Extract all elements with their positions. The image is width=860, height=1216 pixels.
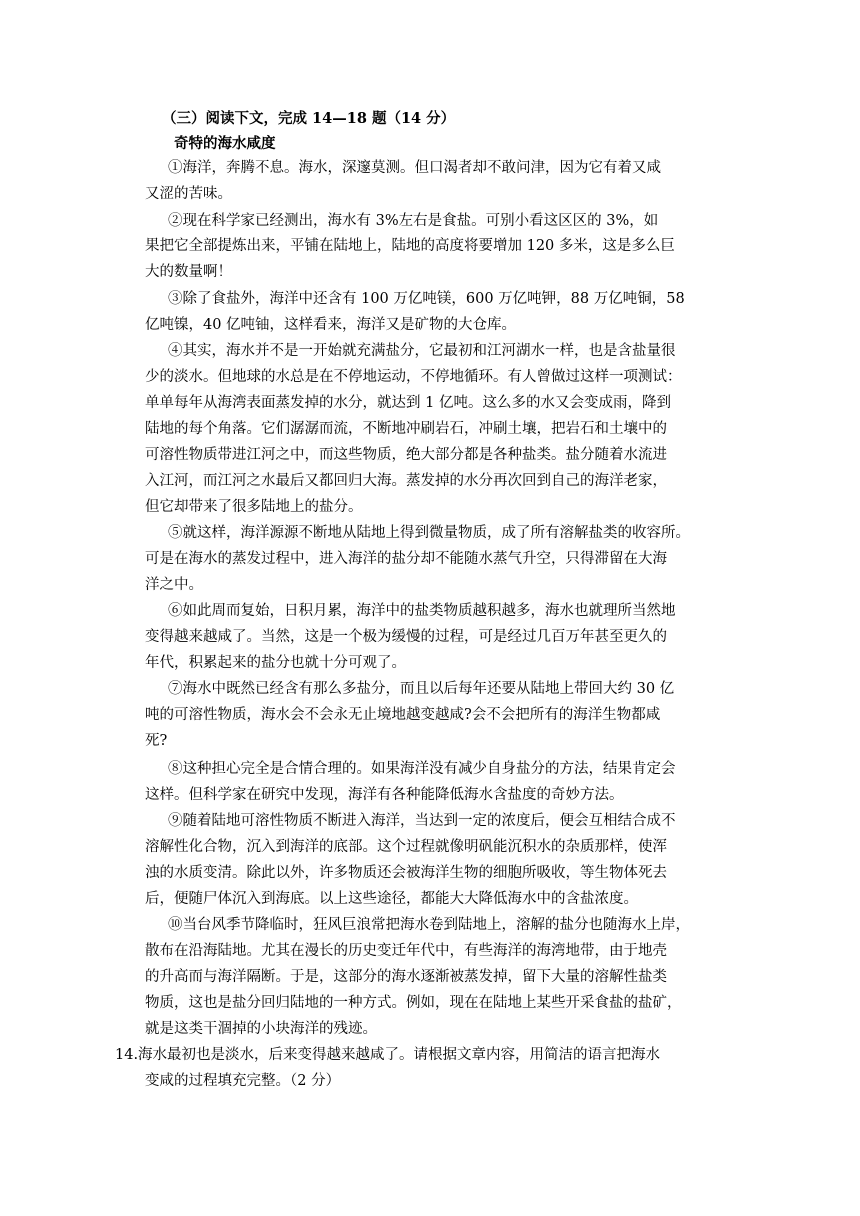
paragraph-9-line-2: 溶解性化合物，沉入到海洋的底部。这个过程就像明矾能沉积水的杂质那样，使浑 (145, 839, 667, 855)
paragraph-4-line-4: 陆地的每个角落。它们潺潺而流，不断地冲刷岩石，冲刷土壤，把岩石和土壤中的 (145, 421, 667, 437)
paragraph-2-line-1: ②现在科学家已经测出，海水有 3%左右是食盐。可别小看这区区的 3%，如 (168, 213, 659, 229)
paragraph-10-line-1: ⑩当台风季节降临时，狂风巨浪常把海水卷到陆地上，溶解的盐分也随海水上岸， (168, 917, 690, 933)
paragraph-4-line-7: 但它却带来了很多陆地上的盐分。 (145, 499, 363, 515)
paragraph-5-line-3: 洋之中。 (145, 577, 203, 593)
paragraph-9-line-1: ⑨随着陆地可溶性物质不断进入海洋，当达到一定的浓度后，便会互相结合成不 (168, 813, 676, 829)
paragraph-1-line-2: 又涩的苦味。 (145, 186, 232, 202)
paragraph-7-line-2: 吨的可溶性物质，海水会不会永无止境地越变越咸?会不会把所有的海洋生物都咸 (145, 707, 661, 723)
paragraph-5-line-1: ⑤就这样，海洋源源不断地从陆地上得到微量物质，成了所有溶解盐类的收容所。 (168, 525, 690, 541)
paragraph-7-line-1: ⑦海水中既然已经含有那么多盐分，而且以后每年还要从陆地上带回大约 30 亿 (168, 681, 675, 697)
paragraph-6-line-3: 年代，积累起来的盐分也就十分可观了。 (145, 655, 406, 671)
paragraph-10-line-3: 的升高而与海洋隔断。于是，这部分的海水逐渐被蒸发掉，留下大量的溶解性盐类 (145, 969, 667, 985)
paragraph-6-line-2: 变得越来越咸了。当然，这是一个极为缓慢的过程，可是经过几百万年甚至更久的 (145, 629, 667, 645)
paragraph-4-line-1: ④其实，海水并不是一开始就充满盐分，它最初和江河湖水一样，也是含盐量很 (168, 343, 676, 359)
paragraph-3-line-2: 亿吨镍，40 亿吨铀，这样看来，海洋又是矿物的大仓库。 (145, 317, 517, 333)
paragraph-2-line-3: 大的数量啊！ (145, 264, 232, 280)
section-header: （三）阅读下文，完成 14—18 题（14 分） (162, 110, 456, 127)
paragraph-10-line-4: 物质，这也是盐分回归陆地的一种方式。例如，现在在陆地上某些开采食盐的盐矿， (145, 995, 682, 1011)
paragraph-10-line-5: 就是这类干涸掉的小块海洋的残迹。 (145, 1021, 377, 1037)
paragraph-5-line-2: 可是在海水的蒸发过程中，进入海洋的盐分却不能随水蒸气升空，只得滞留在大海 (145, 551, 667, 567)
paragraph-9-line-4: 后，便随尸体沉入到海底。以上这些途径，都能大大降低海水中的含盐浓度。 (145, 891, 638, 907)
paragraph-6-line-1: ⑥如此周而复始，日积月累，海洋中的盐类物质越积越多，海水也就理所当然地 (168, 603, 676, 619)
paragraph-9-line-3: 浊的水质变清。除此以外，许多物质还会被海洋生物的细胞所吸收，等生物体死去 (145, 865, 667, 881)
article-title: 奇特的海水咸度 (174, 135, 276, 152)
question-14-line-1: 14.海水最初也是淡水，后来变得越来越咸了。请根据文章内容，用简洁的语言把海水 (115, 1047, 661, 1063)
question-14-line-2: 变咸的过程填充完整。（2 分） (145, 1073, 341, 1089)
paragraph-1-line-1: ①海洋，奔腾不息。海水，深邃莫测。但口渴者却不敢问津，因为它有着又咸 (168, 160, 661, 176)
paragraph-4-line-2: 少的淡水。但地球的水总是在不停地运动，不停地循环。有人曾做过这样一项测试： (145, 369, 682, 385)
paragraph-4-line-5: 可溶性物质带进江河之中，而这些物质，绝大部分都是各种盐类。盐分随着水流进 (145, 447, 667, 463)
paragraph-4-line-3: 单单每年从海湾表面蒸发掉的水分，就达到 1 亿吨。这么多的水又会变成雨，降到 (145, 395, 671, 411)
paragraph-7-line-3: 死? (145, 733, 168, 749)
paragraph-3-line-1: ③除了食盐外，海洋中还含有 100 万亿吨镁，600 万亿吨钾，88 万亿吨铜，58 (168, 291, 685, 307)
paragraph-4-line-6: 入江河，而江河之水最后又都回归大海。蒸发掉的水分再次回到自己的海洋老家， (145, 473, 667, 489)
paragraph-8-line-1: ⑧这种担心完全是合情合理的。如果海洋没有减少自身盐分的方法，结果肯定会 (168, 761, 676, 777)
paragraph-8-line-2: 这样。但科学家在研究中发现，海洋有各种能降低海水含盐度的奇妙方法。 (145, 787, 624, 803)
paragraph-2-line-2: 果把它全部提炼出来，平铺在陆地上，陆地的高度将要增加 120 多米，这是多么巨 (145, 238, 675, 254)
paragraph-10-line-2: 散布在沿海陆地。尤其在漫长的历史变迁年代中，有些海洋的海湾地带，由于地壳 (145, 943, 667, 959)
